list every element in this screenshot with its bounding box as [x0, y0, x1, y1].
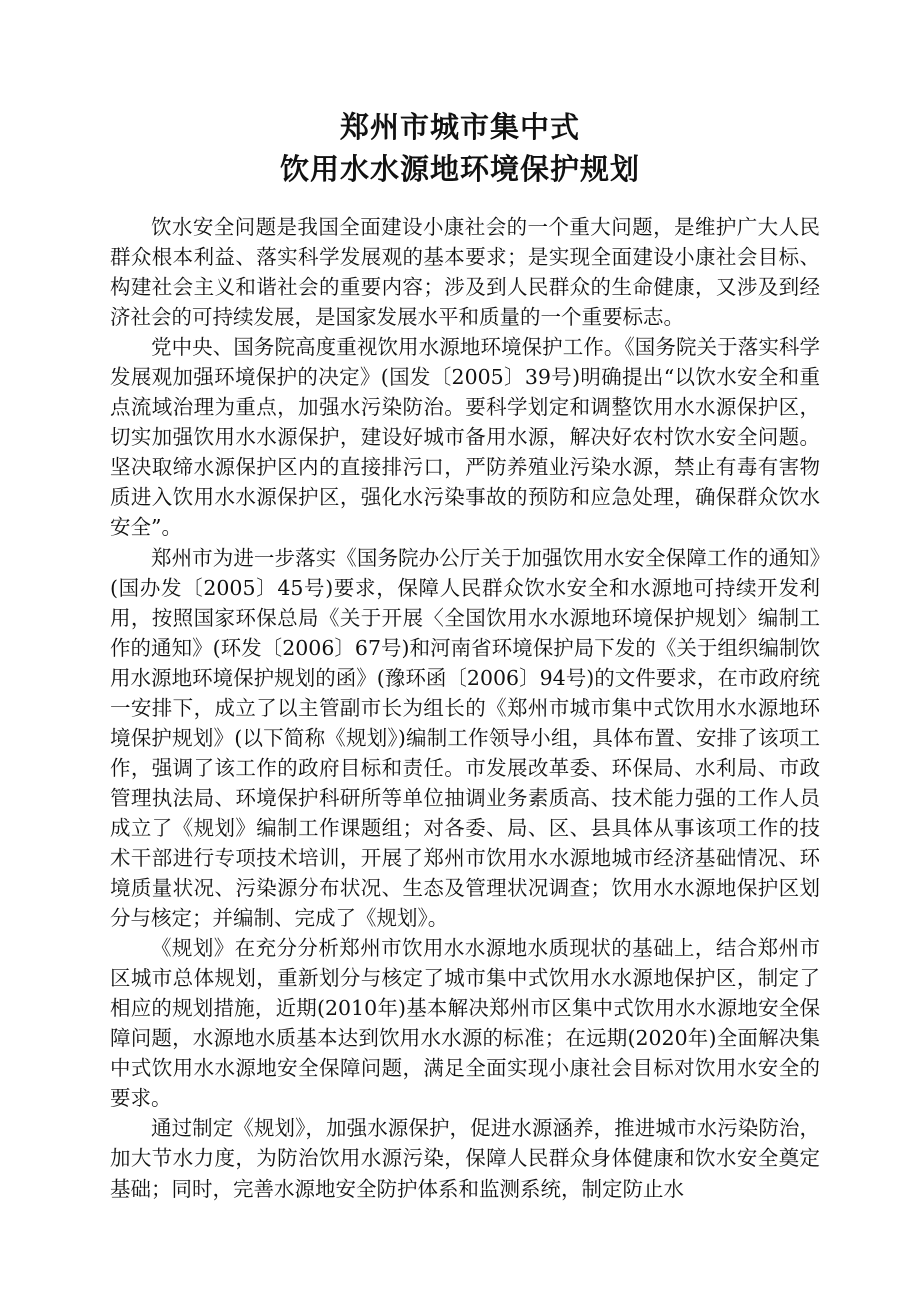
title-line-1: 郑州市城市集中式	[339, 110, 580, 144]
document-body	[110, 212, 820, 1204]
document-title	[0, 106, 920, 190]
title-line-2: 饮用水水源地环境保护规划	[279, 152, 640, 186]
paragraph-3: 郑州市为进一步落实《国务院办公厅关于加强饮用水安全保障工作的通知》(国办发〔2005〕45号)要求，保障人民群众饮水安全和水源地可持续开发利用，按照国家环保总局《关于开展〈全国饮用水水源地环境保护规划〉编制工作的通知》(环发〔2006〕67号)和河南省环境保护局下发的《关于组织编制饮用水源地环境保护规划的函》(豫环函〔2006〕94号)的文件要求，在市政府统一安排下，成立了以主管副市长为组长的《郑州市城市集中式饮用水水源地环境保护规划》(以下简称《规划》)编制工作领导小组，具体布置、安排了该项工作，强调了该工作的政府目标和责任。市发展改革委、环保局、水利局、市政管理执法局、环境保护科研所等单位抽调业务素质高、技术能力强的工作人员成立了《规划》编制工作课题组；对各委、局、区、县具体从事该项工作的技术干部进行专项技术培训，开展了郑州市饮用水水源地城市经济基础情况、环境质量状况、污染源分布状况、生态及管理状况调查；饮用水水源地保护区划分与核定；并编制、完成了《规划》。	[110, 545, 820, 931]
paragraph-5: 通过制定《规划》，加强水源保护，促进水源涵养，推进城市水污染防治，加大节水力度，为防治饮用水源污染，保障人民群众身体健康和饮水安全奠定基础；同时，完善水源地安全防护体系和监测系统，制定防止水	[110, 1116, 820, 1201]
paragraph-1: 饮水安全问题是我国全面建设小康社会的一个重大问题，是维护广大人民群众根本利益、落实科学发展观的基本要求；是实现全面建设小康社会目标、构建社会主义和谐社会的重要内容；涉及到人民群众的生命健康，又涉及到经济社会的可持续发展，是国家发展水平和质量的一个重要标志。	[110, 215, 820, 330]
paragraph-4: 《规划》在充分分析郑州市饮用水水源地水质现状的基础上，结合郑州市区城市总体规划，重新划分与核定了城市集中式饮用水水源地保护区，制定了相应的规划措施，近期(2010年)基本解决郑州市区集中式饮用水水源地安全保障问题，水源地水质基本达到饮用水水源的标准；在远期(2020年)全面解决集中式饮用水水源地安全保障问题，满足全面实现小康社会目标对饮用水安全的要求。	[110, 936, 820, 1111]
paragraph-2: 党中央、国务院高度重视饮用水源地环境保护工作。《国务院关于落实科学发展观加强环境保护的决定》(国发〔2005〕39号)明确提出“以饮水安全和重点流域治理为重点，加强水污染防治。要科学划定和调整饮用水水源保护区，切实加强饮用水水源保护，建设好城市备用水源，解决好农村饮水安全问题。坚决取缔水源保护区内的直接排污口，严防养殖业污染水源，禁止有毒有害物质进入饮用水水源保护区，强化水污染事故的预防和应急处理，确保群众饮水安全”。	[110, 335, 820, 540]
